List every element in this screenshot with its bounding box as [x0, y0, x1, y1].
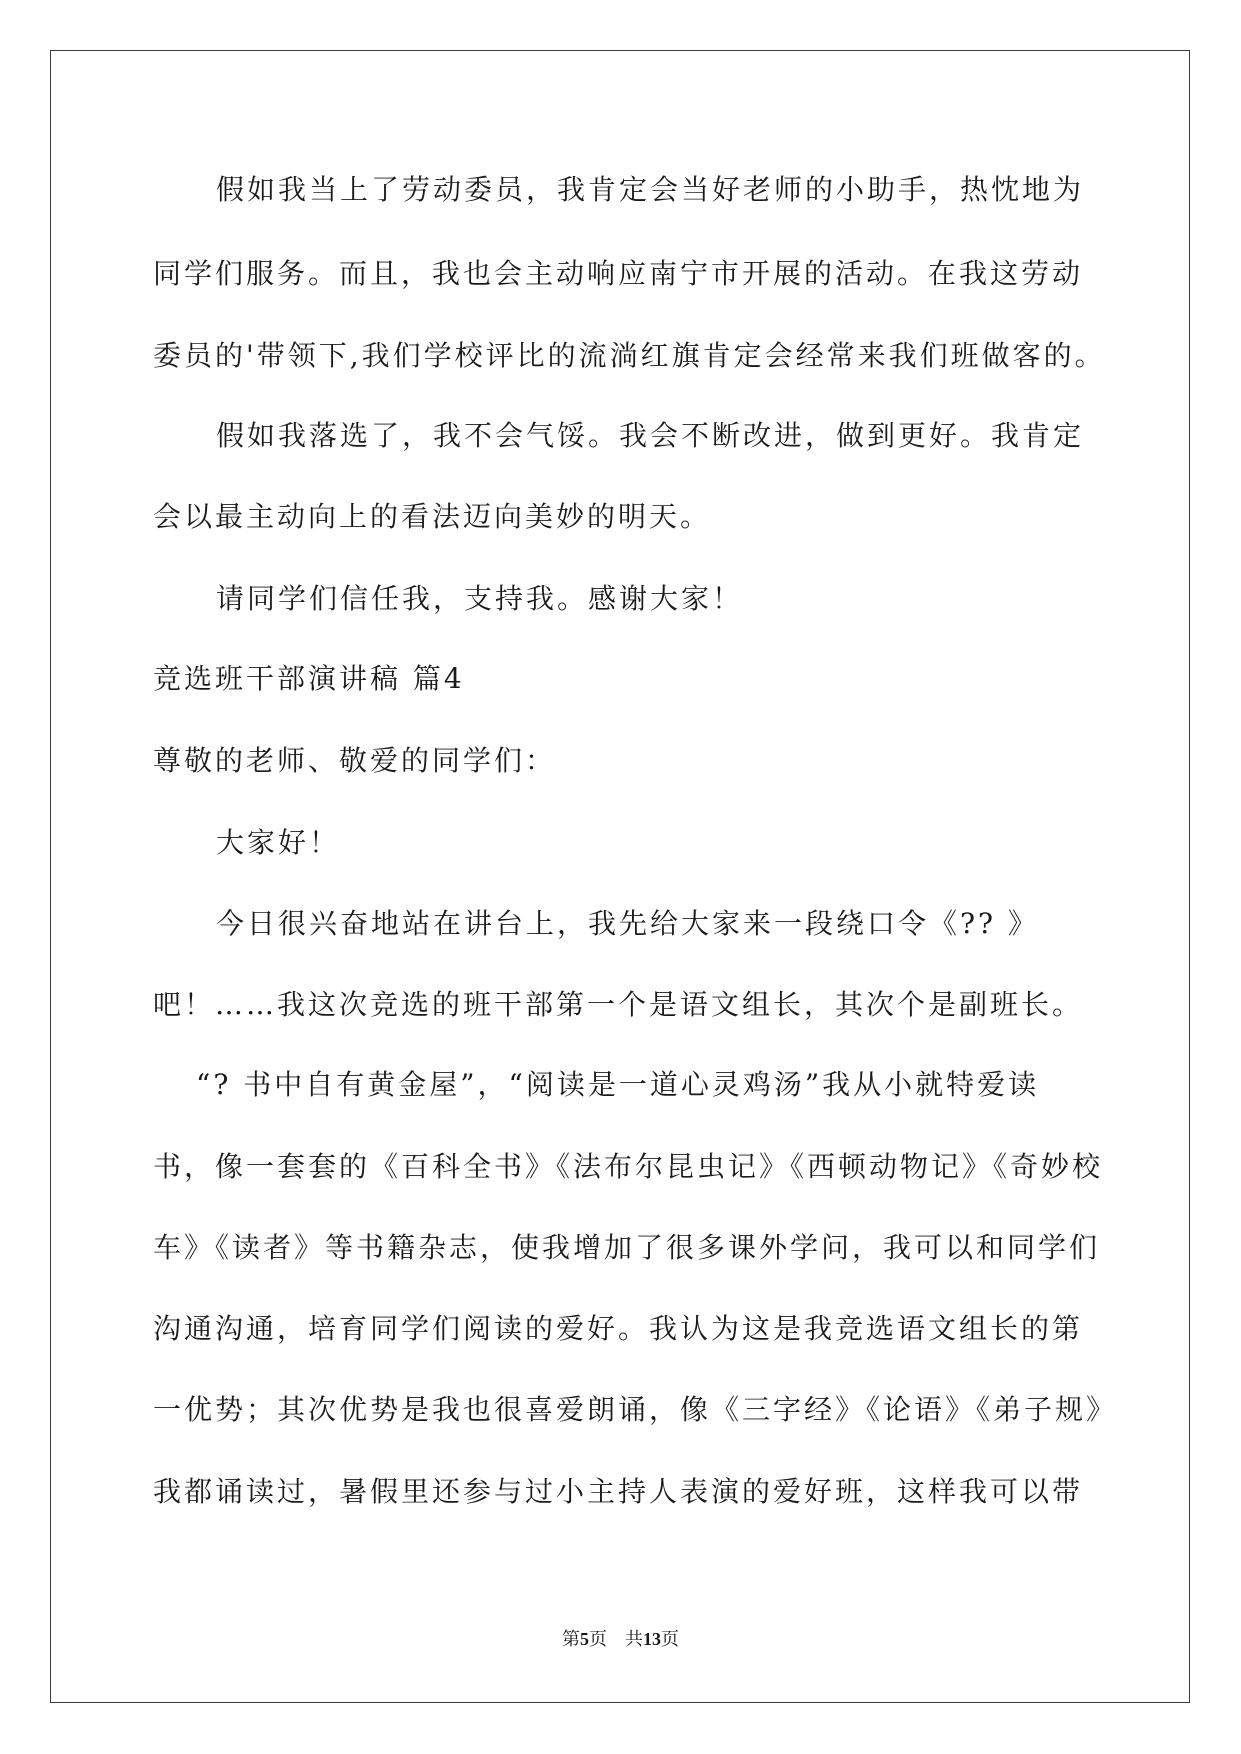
page-number: 5: [580, 1629, 589, 1649]
text-line: “? 书中自有黄金屋”，“阅读是一道心灵鸡汤”我从小就特爱读: [196, 1068, 1040, 1101]
section-heading: 竞选班干部演讲稿 篇4: [153, 662, 465, 695]
greeting: 大家好！: [216, 826, 341, 859]
text-line: 委员的'带领下,我们学校评比的流淌红旗肯定会经常来我们班做客的。: [153, 339, 1106, 372]
text-line: 车》《读者》等书籍杂志，使我增加了很多课外学问，我可以和同学们: [153, 1231, 1101, 1264]
text-line: 沟通沟通，培育同学们阅读的爱好。我认为这是我竞选语文组长的第: [153, 1312, 1084, 1345]
text-line: 今日很兴奋地站在讲台上，我先给大家来一段绕口令《?? 》: [216, 907, 1039, 940]
salutation: 尊敬的老师、敬爱的同学们：: [153, 744, 557, 777]
text-line: 我都诵读过，暑假里还参与过小主持人表演的爱好班，这样我可以带: [153, 1475, 1084, 1508]
text-line: 假如我落选了，我不会气馁。我会不断改进，做到更好。我肯定: [216, 419, 1085, 452]
text-line: 同学们服务。而且，我也会主动响应南宁市开展的活动。在我这劳动: [153, 257, 1084, 290]
text-line: 会以最主动向上的看法迈向美妙的明天。: [153, 500, 712, 533]
text-line: 请同学们信任我，支持我。感谢大家！: [216, 582, 744, 615]
total-pages: 13: [643, 1629, 661, 1649]
total-pages-prefix: 共: [625, 1629, 643, 1650]
text-line: 一优势；其次优势是我也很喜爱朗诵，像《三字经》《论语》《弟子规》: [153, 1393, 1118, 1426]
page-number-suffix: 页: [589, 1629, 607, 1650]
text-line: 假如我当上了劳动委员，我肯定会当好老师的小助手，热忱地为: [216, 173, 1085, 206]
page-border: [50, 50, 1190, 1703]
total-pages-suffix: 页: [661, 1629, 679, 1650]
text-line: 吧！……我这次竞选的班干部第一个是语文组长，其次个是副班长。: [153, 988, 1084, 1021]
page-footer: [0, 1627, 1241, 1651]
page-number-prefix: 第: [562, 1629, 580, 1650]
text-line: 书，像一套套的《百科全书》《法布尔昆虫记》《西顿动物记》《奇妙校: [153, 1150, 1104, 1183]
